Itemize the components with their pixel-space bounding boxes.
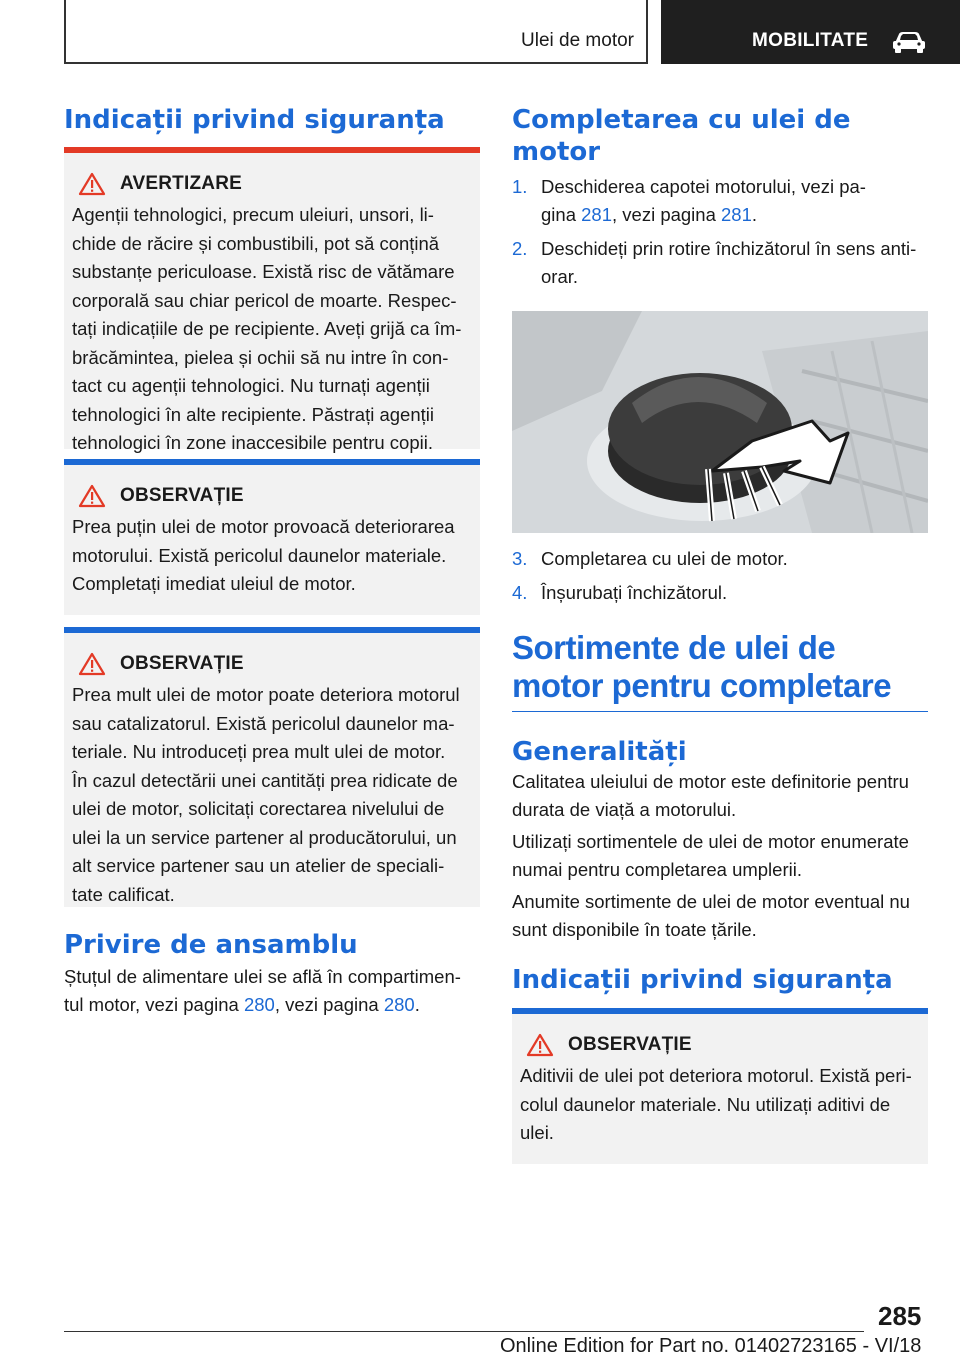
- overview-text: Ștuțul de alimentare ulei se află în compartimen- tul motor, vezi pagina 280, vezi pagina 280.: [64, 966, 461, 1015]
- warning-triangle-icon: [78, 172, 106, 196]
- warning-label: AVERTIZARE: [120, 173, 242, 194]
- oil-cap-photo: [512, 311, 928, 533]
- warning-text: Agenții tehnologici, precum uleiuri, unsori, li- chide de răcire și combustibili, pot să conțină substanțe periculoase. Există risc de vătămare corporală sau chiar pericol de moarte. Respec- tați indicațiile de pe recipiente. Aveți grijă ca îm- brăcămintea, pielea și ochii să nu intre în con- tact cu agenții tehnologici. Nu turnați agenții tehnologici în alte recipiente. Păstrați agenții tehnologici în zone inaccesibile pentru copii.: [72, 204, 462, 453]
- steps-list-continued: [512, 545, 928, 607]
- heading-rule: [512, 711, 928, 712]
- page-link[interactable]: 281: [721, 204, 752, 225]
- overview-heading: Privire de ansamblu: [64, 930, 358, 960]
- car-icon: [891, 28, 927, 54]
- list-item: 2. Deschideți prin rotire închizătorul în sens anti- orar.: [512, 238, 917, 287]
- general-paragraph: Calitatea uleiului de motor este definitorie pentru durata de viață a motorului.: [512, 771, 909, 820]
- notice-text: Prea puțin ulei de motor provoacă deteriorarea motorului. Există pericolul daunelor materiale. Completați imediat uleiul de motor.: [72, 516, 455, 594]
- safety-heading-right: Indicații privind siguranța: [512, 965, 893, 995]
- warning-triangle-icon: [526, 1033, 554, 1057]
- edition-label: Online Edition for Part no. 01402723165 - VI/18: [500, 1335, 922, 1357]
- notice-text: Prea mult ulei de motor poate deteriora motorul sau catalizatorul. Există pericolul daunelor ma- teriale. Nu introduceți prea mult ulei de motor. În cazul detectării unei cantități prea ridicate de ulei de motor, solicitați corectarea nivelului de ulei la un service partener al producătorului, un alt service partener sau un atelier de speciali- tate calificat.: [72, 684, 460, 905]
- notice-label: OBSERVAȚIE: [568, 1034, 692, 1055]
- left-column: [64, 100, 480, 1019]
- list-item: 3. Completarea cu ulei de motor.: [512, 548, 788, 569]
- notice-label: OBSERVAȚIE: [120, 485, 244, 506]
- notice-text: Aditivii de ulei pot deteriora motorul. Există peri- colul daunelor materiale. Nu utilizați aditivi de ulei.: [520, 1065, 912, 1143]
- grades-heading: Sortimente de ulei de motor pentru completare: [512, 629, 928, 712]
- fill-heading: Completarea cu ulei de motor: [512, 105, 851, 167]
- header-section-tab: [661, 0, 960, 64]
- general-paragraph: Utilizați sortimentele de ulei de motor enumerate numai pentru completarea umplerii.: [512, 831, 909, 880]
- header-chapter-tab: [64, 0, 648, 64]
- right-column: [512, 100, 928, 1164]
- general-paragraph: Anumite sortimente de ulei de motor eventual nu sunt disponibile în toate țările.: [512, 891, 910, 940]
- steps-list: [512, 173, 928, 291]
- notice-box-additives: [512, 1008, 928, 1164]
- chapter-title: Ulei de motor: [521, 30, 634, 51]
- safety-heading: Indicații privind siguranța: [64, 105, 445, 135]
- page-link[interactable]: 280: [243, 994, 275, 1015]
- section-title: MOBILITATE: [752, 30, 869, 51]
- list-item: 1. Deschiderea capotei motorului, vezi pa- gina 281, vezi pagina 281.: [512, 176, 866, 225]
- warning-triangle-icon: [78, 652, 106, 676]
- list-item: 4. Înșurubați închizătorul.: [512, 582, 728, 603]
- oil-cap-illustration: [512, 311, 928, 533]
- page-link[interactable]: 280: [383, 994, 415, 1015]
- notice-box-excess-oil: [64, 627, 480, 907]
- page-link[interactable]: 281: [581, 204, 612, 225]
- notice-box-low-oil: [64, 459, 480, 615]
- warning-box: [64, 147, 480, 453]
- footer-rule: [64, 1331, 864, 1332]
- page-number: 285: [878, 1301, 922, 1331]
- notice-label: OBSERVAȚIE: [120, 653, 244, 674]
- general-heading: Generalități: [512, 737, 687, 767]
- warning-triangle-icon: [78, 484, 106, 508]
